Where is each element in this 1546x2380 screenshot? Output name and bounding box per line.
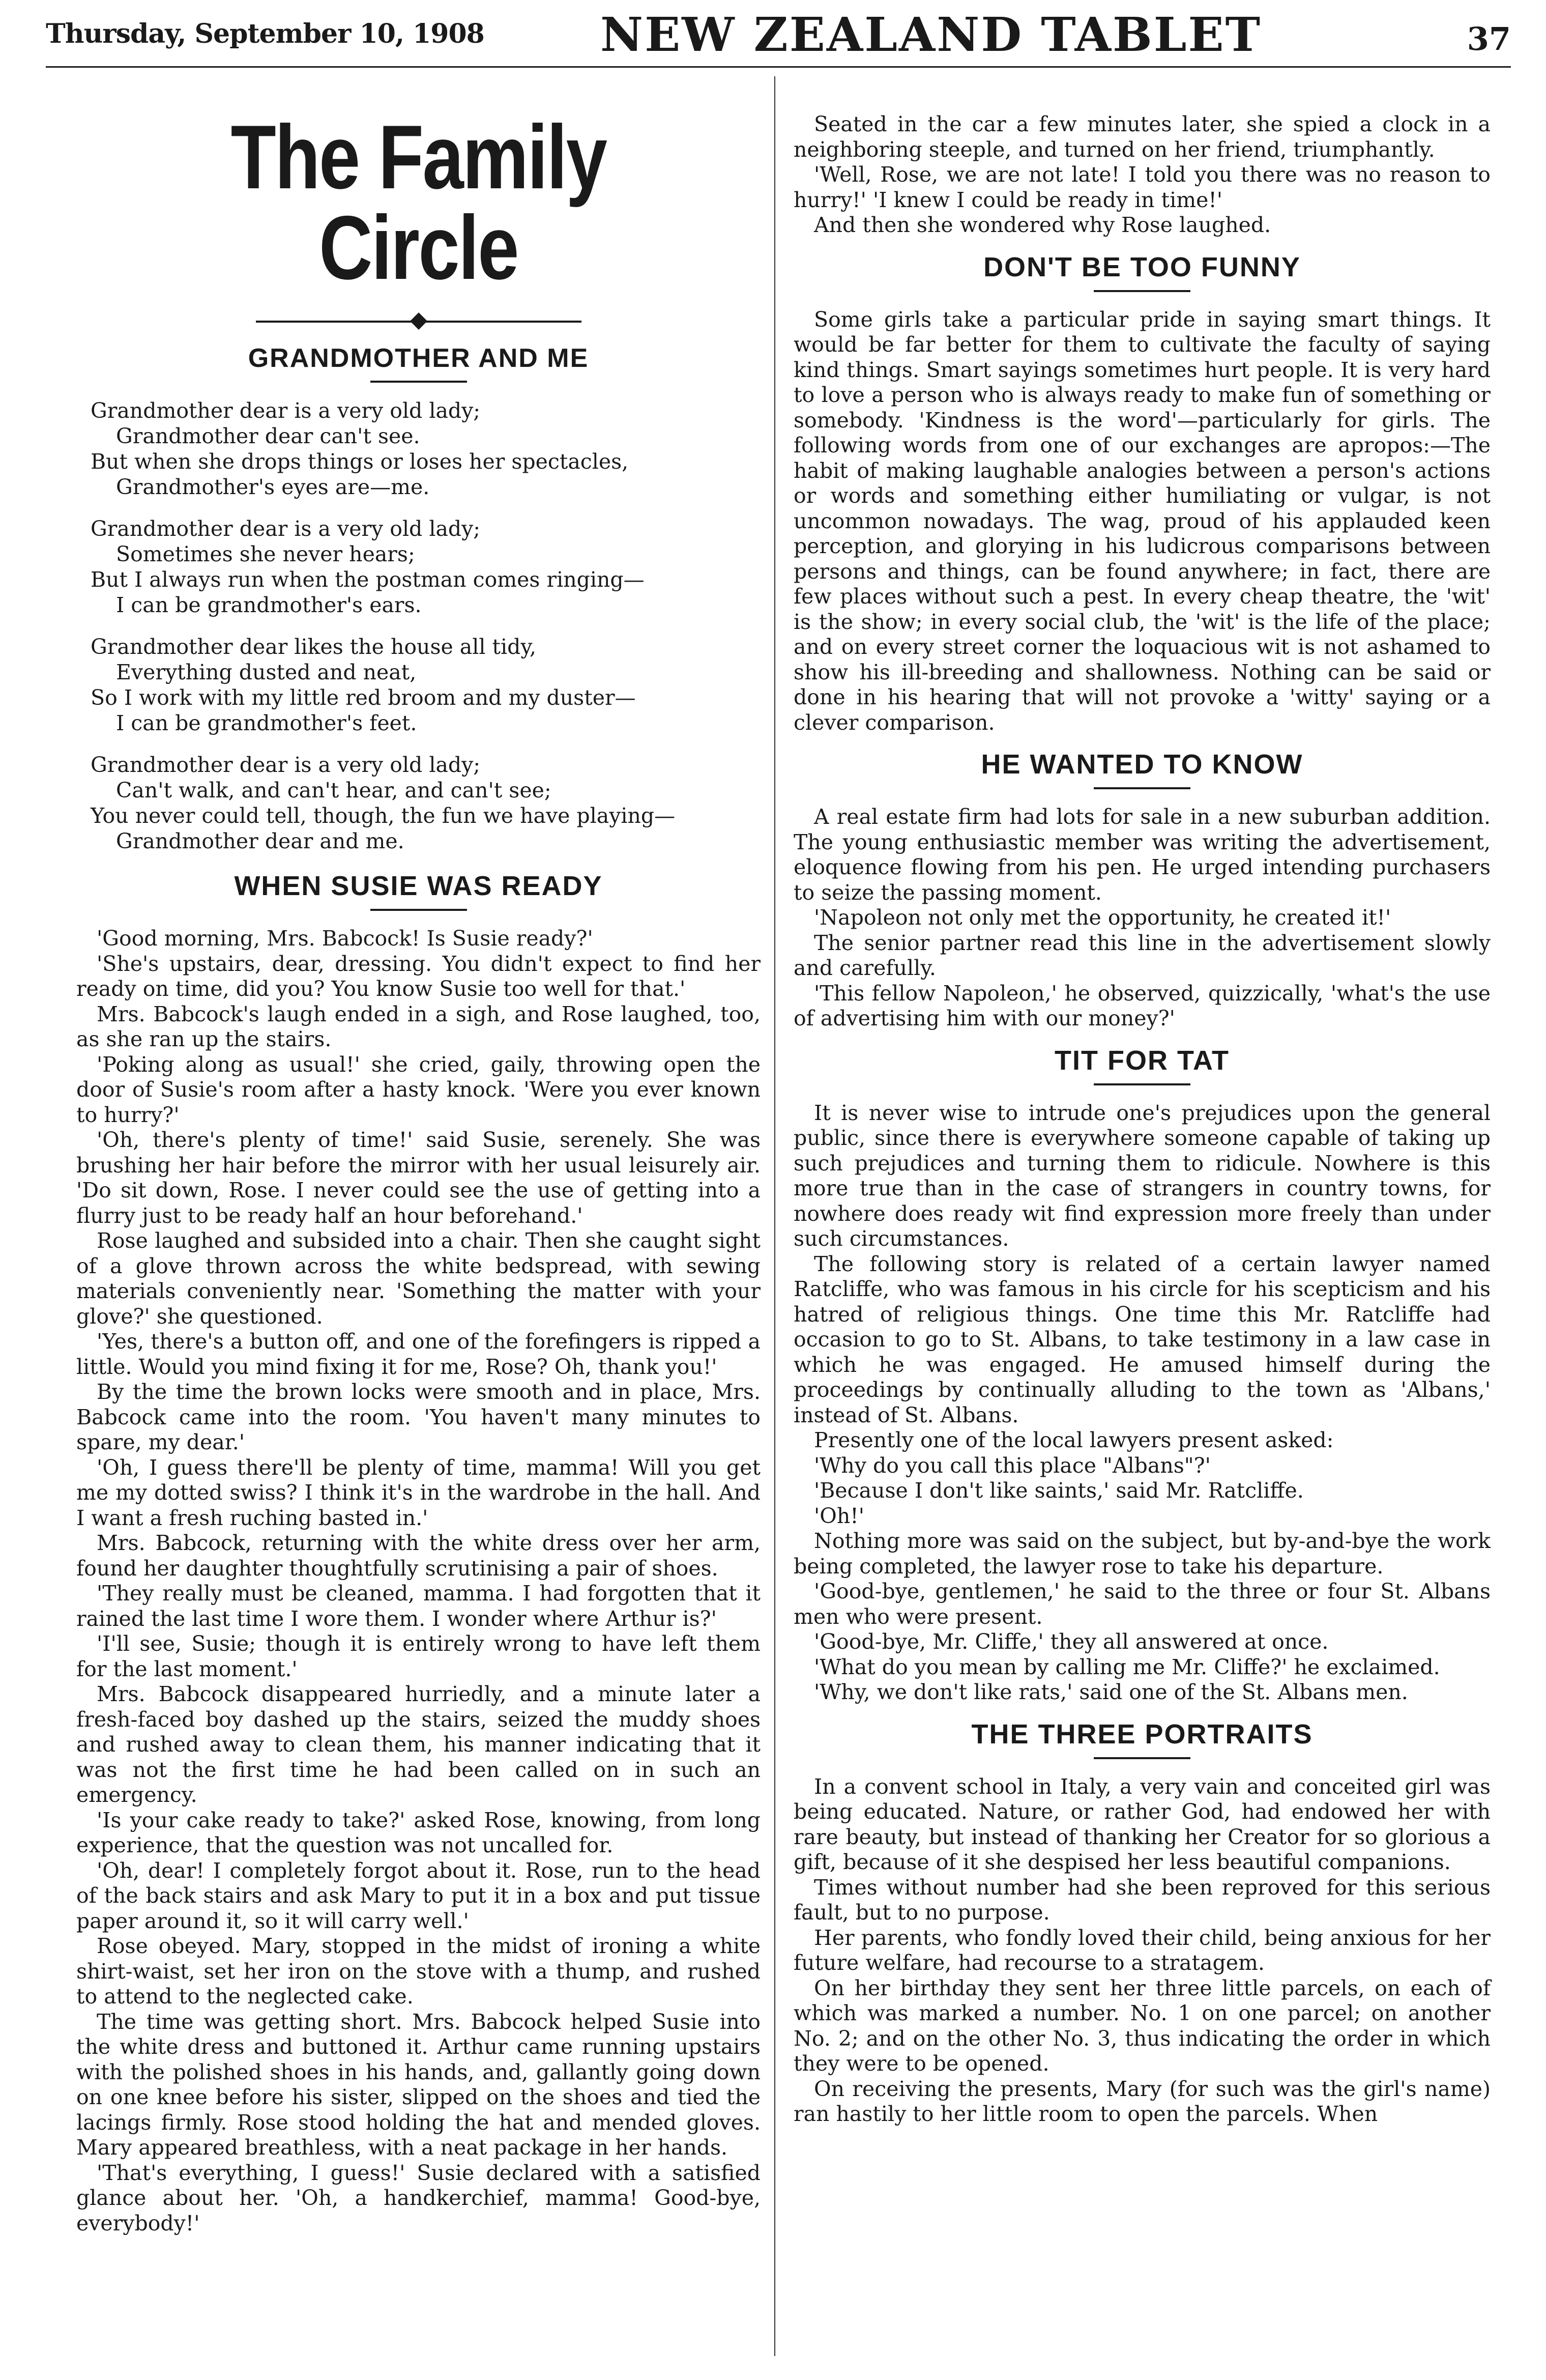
issue-date: Thursday, September 10, 1908 (46, 18, 484, 49)
paragraph: Nothing more was said on the subject, but by-and-bye the work being completed, the lawyer rose to take his departure. (794, 1529, 1491, 1579)
poem-line: I can be grandmother's ears. (116, 593, 422, 617)
paragraph: 'Yes, there's a button off, and one of the forefingers is ripped a little. Would you mind fixing it for me, Rose? Oh, thank you!' (76, 1329, 761, 1379)
poem-stanza (91, 516, 761, 618)
masthead (46, 0, 1511, 68)
paragraph: In a convent school in Italy, a very vain and conceited girl was being educated. Nature, or rather God, had endowed her with rare beauty, but instead of thanking her Creator for so glorious a gift, because of it she despised her less beautiful companions. (794, 1774, 1491, 1874)
funny-article (794, 307, 1491, 736)
paragraph: 'This fellow Napoleon,' he observed, quizzically, 'what's the use of advertising him with our money?' (794, 981, 1491, 1030)
paragraph: 'That's everything, I guess!' Susie declared with a satisfied glance about her. 'Oh, a handkerchief, mamma! Good-bye, everybody!' (76, 2160, 761, 2235)
paragraph: It is never wise to intrude one's prejudices upon the general public, since there is everywhere someone capable of taking up such prejudices and turning them to ridicule. Nowhere is this more true than in the case of strangers in country towns, for nowhere does ready wit find expression more freely than under such circumstances. (794, 1100, 1491, 1251)
paragraph: 'Poking along as usual!' she cried, gaily, throwing open the door of Susie's room after a hasty knock. 'Were you ever known to hurry?' (76, 1052, 761, 1127)
paragraph: 'They really must be cleaned, mamma. I had forgotten that it rained the last time I wore them. I wonder where Arthur is?' (76, 1581, 761, 1631)
poem-line: Grandmother's eyes are—me. (116, 475, 430, 499)
poem (76, 398, 761, 854)
page-number: 37 (1467, 20, 1511, 58)
paragraph: 'Why, we don't like rats,' said one of the St. Albans men. (814, 1680, 1408, 1704)
column-divider (774, 76, 775, 2356)
paragraph: Rose obeyed. Mary, stopped in the midst of ironing a white shirt-waist, set her iron on the stove with a thump, and rushed to attend to the neglected cake. (76, 1934, 761, 2009)
paragraph: Mrs. Babcock, returning with the white dress over her arm, found her daughter thoughtfully scrutinising a pair of shoes. (76, 1531, 761, 1581)
susie-story (76, 926, 761, 2236)
poem-line: Sometimes she never hears; (116, 542, 415, 566)
paragraph: 'Good-bye, Mr. Cliffe,' they all answered at once. (814, 1629, 1329, 1654)
portraits-article (794, 1774, 1491, 2127)
paragraph: 'I'll see, Susie; though it is entirely wrong to have left them for the last moment.' (76, 1631, 761, 1681)
poem-line: Grandmother dear can't see. (116, 424, 420, 448)
paragraph: 'Oh, dear! I completely forgot about it. Rose, run to the head of the back stairs and ask Mary to put it in a box and put tissue paper around it, so it will carry well.' (76, 1858, 761, 1933)
paragraph: 'She's upstairs, dear, dressing. You didn't expect to find her ready on time, did you? You know Susie too well for that.' (76, 951, 761, 1001)
left-column (76, 76, 761, 2236)
paragraph: Presently one of the local lawyers present asked: (814, 1428, 1334, 1452)
poem-line: Can't walk, and can't hear, and can't see; (116, 778, 551, 802)
paragraph: Rose laughed and subsided into a chair. Then she caught sight of a glove thrown across the white bedspread, with sewing materials conveniently near. 'Something the matter with your glove?' she questioned. (76, 1228, 761, 1329)
paragraph: The following story is related of a certain lawyer named Ratcliffe, who was famous in his circle for his scepticism and his hatred of religious things. One time this Mr. Ratcliffe had occasion to go to St. Albans, to take testimony in a law case in which he was engaged. He amused himself during the proceedings by continually alluding to the town as 'Albans,' instead of St. Albans. (794, 1251, 1491, 1427)
paragraph: On her birthday they sent her three little parcels, on each of which was marked a number. No. 1 on one parcel; on another No. 2; and on the other No. 3, thus indicating the order in which they were to be opened. (794, 1975, 1491, 2076)
paragraph: Her parents, who fondly loved their child, being anxious for her future welfare, had recourse to a stratagem. (794, 1925, 1491, 1975)
funny-title: DON'T BE TOO FUNNY (983, 251, 1301, 282)
title-ornament (256, 313, 581, 329)
paragraph: 'What do you mean by calling me Mr. Cliffe?' he exclaimed. (814, 1654, 1440, 1679)
paragraph: A real estate firm had lots for sale in a new suburban addition. The young enthusiastic member was writing the advertisement, eloquence flowing from his pen. He urged intending purchasers to seize the passing moment. (794, 805, 1491, 905)
paragraph: Mrs. Babcock's laugh ended in a sigh, and Rose laughed, too, as she ran up the stairs. (76, 1001, 761, 1051)
divider (1094, 1083, 1190, 1085)
paragraph: 'Napoleon not only met the opportunity, he created it!' (814, 905, 1391, 930)
divider (1094, 787, 1190, 789)
poem-line: Grandmother dear is a very old lady; (91, 517, 481, 541)
paragraph: 'Well, Rose, we are not late! I told you there was no reason to hurry!' 'I knew I could be ready in time!' (794, 162, 1491, 212)
poem-title: GRANDMOTHER AND ME (248, 343, 589, 373)
column-title: The Family Circle (230, 106, 606, 298)
portraits-title: THE THREE PORTRAITS (971, 1718, 1313, 1750)
paragraph: On receiving the presents, Mary (for such was the girl's name) ran hastily to her little room to open the parcels. When (794, 2076, 1491, 2126)
poem-line: But I always run when the postman comes ringing— (91, 567, 645, 592)
divider (370, 381, 467, 383)
paragraph: 'Because I don't like saints,' said Mr. Ratcliffe. (814, 1478, 1304, 1503)
paragraph: 'Oh, I guess there'll be plenty of time, mamma! Will you get me my dotted swiss? I think it's in the wardrobe in the hall. And I want a fresh ruching basted in.' (76, 1455, 761, 1530)
poem-line: You never could tell, though, the fun we have playing— (91, 804, 676, 828)
paragraph: The time was getting short. Mrs. Babcock helped Susie into the white dress and buttoned it. Arthur came running upstairs with the polished shoes in his hands, and, gallantly going down on one knee before his sister, slipped on the shoes and tied the lacings firmly. Rose stood holding the hat and mended gloves. Mary appeared breathless, with a neat package in her hands. (76, 2009, 761, 2160)
paragraph: The senior partner read this line in the advertisement slowly and carefully. (794, 930, 1491, 980)
paragraph: 'Oh, there's plenty of time!' said Susie, serenely. She was brushing her hair before the mirror with her usual leisurely air. 'Do sit down, Rose. I never could see the use of getting into a flurry just to be ready half an hour beforehand.' (76, 1128, 761, 1228)
poem-line: Grandmother dear is a very old lady; (91, 753, 481, 777)
tit-article (794, 1101, 1491, 1705)
poem-line: Grandmother dear and me. (116, 829, 404, 853)
diamond-ornament-icon (410, 312, 427, 330)
divider (370, 909, 467, 911)
know-title: HE WANTED TO KNOW (981, 749, 1303, 780)
paragraph: Mrs. Babcock disappeared hurriedly, and a minute later a fresh-faced boy dashed up the stairs, seized the muddy shoes and rushed away to clean them, his manner indicating that it was not the first time he had been called on in such an emergency. (76, 1682, 761, 1807)
paragraph: 'Good morning, Mrs. Babcock! Is Susie ready?' (97, 926, 593, 951)
tit-title: TIT FOR TAT (1055, 1045, 1230, 1076)
paragraph: 'Good-bye, gentlemen,' he said to the three or four St. Albans men who were present. (794, 1579, 1491, 1629)
poem-line: Everything dusted and neat, (116, 660, 417, 684)
divider (1094, 290, 1190, 292)
paragraph: And then she wondered why Rose laughed. (814, 213, 1271, 237)
poem-line: But when she drops things or loses her spectacles, (91, 449, 629, 474)
poem-line: Grandmother dear is a very old lady; (91, 398, 481, 423)
divider (1094, 1757, 1190, 1759)
paragraph: By the time the brown locks were smooth and in place, Mrs. Babcock came into the room. 'You haven't many minutes to spare, my dear.' (76, 1380, 761, 1454)
paragraph: 'Oh!' (814, 1503, 865, 1528)
paragraph: Times without number had she been reproved for this serious fault, but to no purpose. (794, 1875, 1491, 1925)
paragraph: 'Is your cake ready to take?' asked Rose, knowing, from long experience, that the question was not uncalled for. (76, 1808, 761, 1857)
paragraph: Seated in the car a few minutes later, she spied a clock in a neighboring steeple, and turned on her friend, triumphantly. (794, 112, 1491, 162)
paragraph: 'Why do you call this place "Albans"?' (814, 1453, 1211, 1478)
poem-line: So I work with my little red broom and my duster— (91, 685, 636, 710)
know-article (794, 805, 1491, 1031)
poem-stanza (91, 398, 761, 500)
susie-continuation (794, 112, 1491, 238)
poem-line: Grandmother dear likes the house all tidy, (91, 635, 537, 659)
poem-line: I can be grandmother's feet. (116, 711, 417, 735)
paragraph: Some girls take a particular pride in saying smart things. It would be far better for them to cultivate the faculty of saying kind things. Smart sayings sometimes hurt people. It is very hard to love a person who is always ready to make fun of something or somebody. 'Kindness is the word'—particularly for girls. The following words from one of our exchanges are apropos:—The habit of making laughable analogies between a person's actions or words and something either humiliating or vulgar, is not uncommon nowadays. The wag, proud of his applauded keen perception, and glorying in his ludicrous comparisons between persons and things, can be found anywhere; in fact, there are few places without such a pest. In every cheap theatre, the 'wit' is the show; in every social club, the 'wit' is the life of the place; and on every street corner the loquacious wit is not ashamed to show his ill-breeding and shallowness. Nothing can be said or done in his hearing that will not provoke a 'witty' saying or a clever comparison. (794, 307, 1491, 735)
poem-stanza (91, 634, 761, 736)
paper-title: NEW ZEALAND TABLET (600, 7, 1262, 62)
susie-title: WHEN SUSIE WAS READY (234, 871, 603, 901)
right-column (794, 112, 1491, 2127)
poem-stanza (91, 752, 761, 854)
